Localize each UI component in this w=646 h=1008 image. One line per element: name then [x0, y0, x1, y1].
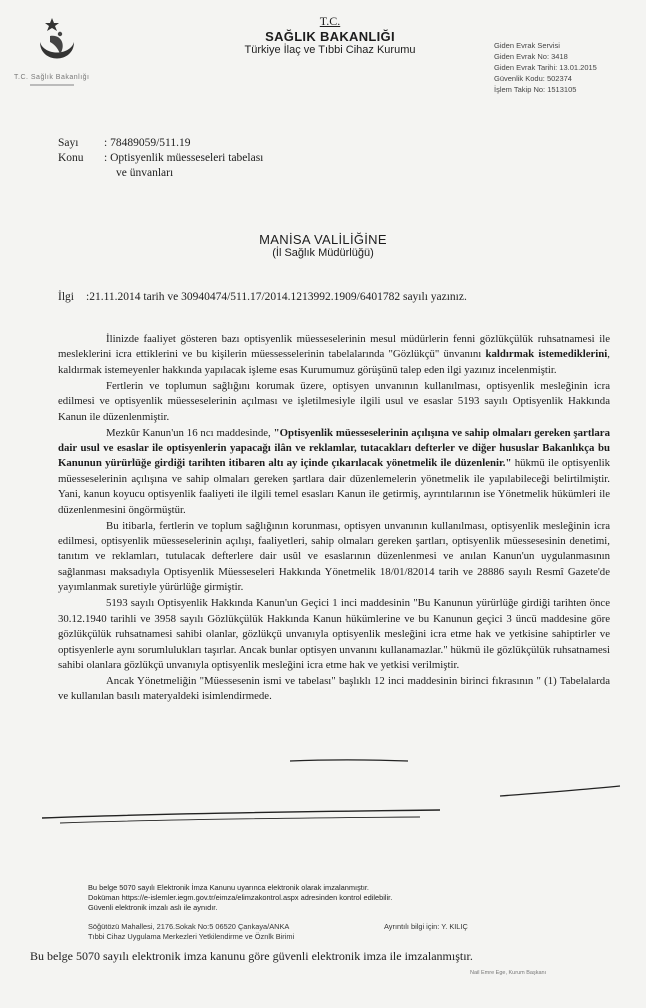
registry-line: Giden Evrak Servisi — [494, 41, 560, 50]
handwritten-bottom-note: Bu belge 5070 sayılı elektronik imza kanunu göre güvenli elektronik imza ile imzalanmıştır. — [30, 949, 473, 963]
paragraph-6: Ancak Yönetmeliğin "Müessesenin ismi ve tabelası" başlıklı 12 inci maddesinin birinci fıkrasının " (1) Tabelalarda ve kullanılan basılı materyaldeki isimlendirmede. — [58, 674, 610, 703]
e-signature-note — [88, 883, 558, 913]
addressee-line-1: MANİSA VALİLİĞİNE — [259, 232, 387, 247]
contact-block — [88, 922, 568, 942]
addressee-line-2: (İl Sağlık Müdürlüğü) — [272, 247, 374, 259]
header-institution: Türkiye İlaç ve Tıbbi Cihaz Kurumu — [244, 44, 416, 56]
footnote-line: Bu belge 5070 sayılı Elektronik İmza Kanunu uyarınca elektronik olarak imzalanmıştır. — [88, 883, 369, 892]
p3-text-end: hükmü ile optisyenlik müesseselerinin açılışına ve sahip olmaları gereken şartlara dair düzenlemelerin yönetmelik ile yapılabileceği belirtilmiştir. Yani, kanun koyucu optisyenlik faaliyeti ile ilgili temel esasları Kanun ile getirmiş, ayrıntılarının ise Yönetmelik hükümleri ile düzenlenmesini öngörmüştür. — [58, 457, 610, 516]
sayi-value: : 78489059/511.19 — [104, 137, 191, 149]
p3-quote: "Optisyenlik müesseselerinin açılışına ve sahip olmaları gereken şartlara dair usul ve esaslar ile optisyenlerin yapacağı ilân ve reklamlar, tutacakları defterler ve diğer hususlar Bakanlıkça bu Kanunun yürürlüğe girdiği tarihten itibaren altı ay içinde çıkarılacak yönetmelik ile düzenlenir." — [58, 426, 610, 470]
paragraph-5: 5193 sayılı Optisyenlik Hakkında Kanun'un Geçici 1 inci maddesinin "Bu Kanunun yürürlüğe girdiği tarihten önce 30.12.1940 tarihli ve 3958 sayılı Gözlükçülük Hakkında Kanun hükümlerine ve bu Kanunun geçici 3 üncü maddesine göre gözlükçülük ruhsatnamesi sahibi olanlar, gözlükçü unvanıyla optisyenlik mesleğini icra etme hak ve yetkisine sahiptirler ve optisyenlerle aynı sorumlulukları taşırlar. Ancak bunlar optisyen unvanını kullanamazlar." hükmü ile gözlükçülük ruhsatnamesi sahibi olanlara gözlükçü unvanıyla optisyenlik mesleğini icra etme hak ve yetkisi verilmiştir. — [58, 597, 610, 671]
ilgi-label: İlgi — [58, 291, 74, 303]
footnote-line: Güvenli elektronik imzalı aslı ile aynıdır. — [88, 903, 218, 912]
logo-caption: T.C. Sağlık Bakanlığı — [14, 74, 90, 81]
p1-text-end: , kaldırmak istemeyenler hakkında yapılacak işleme esas Kurumumuz görüşünü talep eden ilgi yazınız incelenmiştir. — [58, 348, 610, 376]
footnote-line: Doküman https://e-islemler.iegm.gov.tr/eimza/elimzakontrol.aspx adresinden kontrol edilebilir. — [88, 893, 393, 902]
registry-line: İşlem Takip No: 1513105 — [494, 85, 577, 94]
konu-value: : Optisyenlik müesseseleri tabelası — [104, 152, 264, 164]
registry-line: Güvenlik Kodu: 502374 — [494, 74, 572, 83]
p1-text: İlinizde faaliyet gösteren bazı optisyenlik müesseselerinin mesul müdürlerin fenni gözlükçülük ruhsatnamesi ile mesleklerini icra ettiklerini ve bu kişilerin müessesselerinin tabelalarında "Gözlükçü" ünvanını — [58, 333, 610, 361]
paragraph-4: Bu itibarla, fertlerin ve toplum sağlığının korunması, optisyen unvanının kullanılması, optisyenlik mesleğinin icra edilmesi, optisyenlik müesseselerinin açılışı, faaliyetleri, sahip olmaları gereken şartları, optisyenlik müessesesinin denetimi, tanıtım ve reklamları, tutulacak defterlere dair usûl ve esaslarının düzenlenmesi ve anılan Kanun'un uygulanmasının sağlanması maksadıyla Optisyenlik Müesseseleri Hakkında Yönetmelik 18/01/82014 tarih ve 28886 sayılı Resmî Gazete'de yayımlanmak suretiyle yürürlüğe girmiştir. — [58, 519, 610, 594]
paragraph-2: Fertlerin ve toplumun sağlığını korumak üzere, optisyen unvanının kullanılması, optisyenlik mesleğinin icra edilmesi ve optisyenlik müesseselerinin açılması ve işletilmesiyle ilgili usul ve esaslar 5193 sayılı Optisyenlik Hakkında Kanun ile düzenlenmiştir. — [58, 379, 610, 423]
contact-unit: Tıbbi Cihaz Uygulama Merkezleri Yetkilendirme ve Öznlk Birimi — [88, 932, 295, 941]
header-ministry: SAĞLIK BAKANLIĞI — [265, 29, 395, 44]
registry-line: Giden Evrak No: 3418 — [494, 52, 568, 61]
ilgi-value: :21.11.2014 tarih ve 30940474/511.17/2014.1213992.1909/6401782 sayılı yazınız. — [86, 291, 467, 303]
contact-address: Söğütözü Mahallesi, 2176.Sokak No:5 06520 Çankaya/ANKA — [88, 922, 290, 931]
p3-text: Mezkûr Kanun'un 16 ncı maddesinde, — [106, 426, 274, 439]
p1-emphasis: kaldırmak istemediklerini — [485, 348, 608, 361]
sayi-label: Sayı — [58, 137, 79, 149]
header-tc: T.C. — [319, 14, 341, 28]
konu-value-cont: ve ünvanları — [116, 167, 174, 179]
signature-stamp: Nail Emre Ege, Kurum Başkanı — [470, 970, 547, 976]
registry-line: Giden Evrak Tarihi: 13.01.2015 — [494, 63, 597, 72]
konu-label: Konu — [58, 152, 84, 164]
contact-person: Ayrıntılı bilgi için: Y. KILIÇ — [384, 922, 468, 931]
